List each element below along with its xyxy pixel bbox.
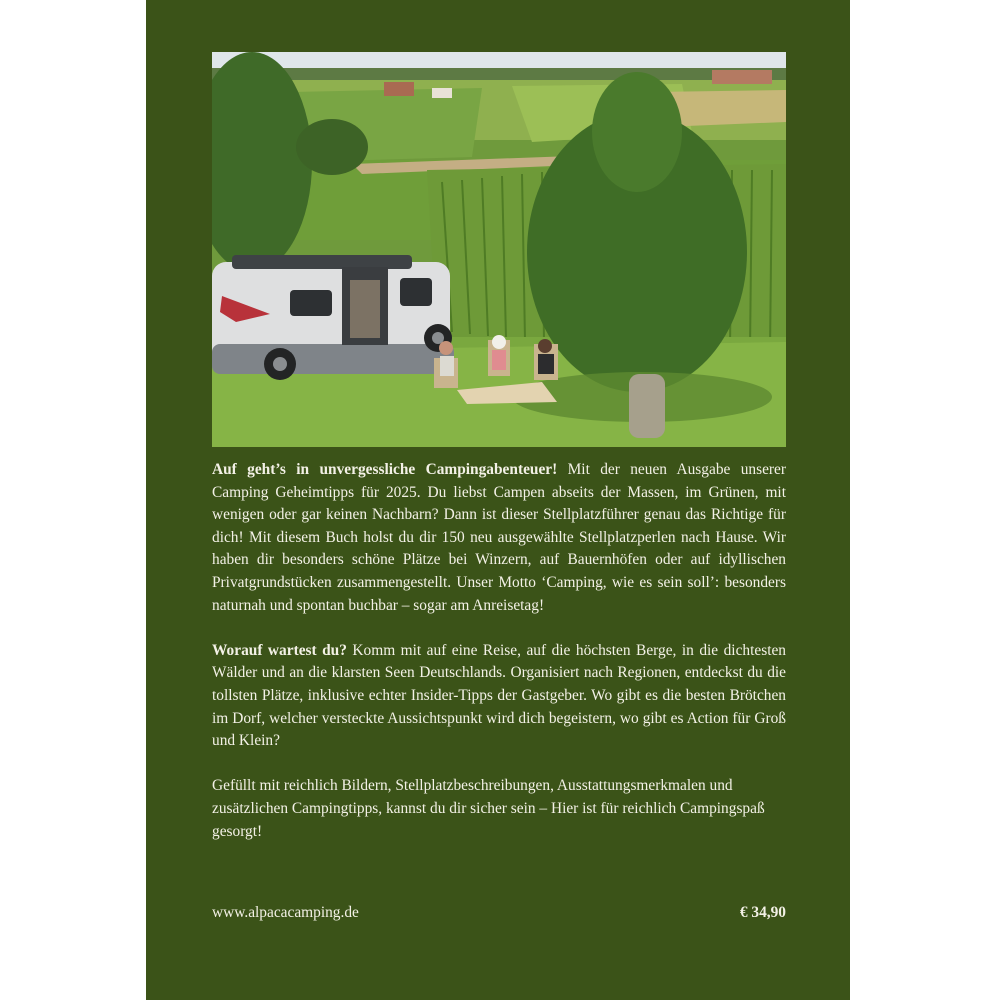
camper-van-photo [212, 52, 786, 447]
blurb-text [212, 459, 786, 866]
website-link[interactable]: www.alpacacamping.de [212, 904, 359, 921]
book-back-cover [146, 0, 850, 1000]
blurb-paragraph-2 [212, 640, 786, 753]
paragraph-3-body: Gefüllt mit reichlich Bildern, Stellplatzbeschreibungen, Ausstattungsmerkmalen und zusätzlichen Campingtipps, kannst du dir sicher sein – Hier ist für reichlich Campingspaß gesorgt! [212, 777, 765, 840]
paragraph-2-lead: Worauf wartest du? [212, 641, 347, 659]
price-label: € 34,90 [739, 904, 786, 921]
blurb-paragraph-1 [212, 459, 786, 617]
cover-footer [212, 902, 786, 924]
paragraph-1-body: Mit der neuen Ausgabe unserer Camping Geheimtipps für 2025. Du liebst Campen abseits der Massen, im Grünen, mit wenigen oder gar keinen Nachbarn? Dann ist dieser Stellplatzführer genau das Richtige für dich! Mit diesem Buch holst du dir 150 neu ausgewählte Stellplatzperlen nach Hause. Wir haben dir besonders schöne Plätze bei Winzern, auf Bauernhöfen oder auf idyllischen Privatgrundstücken zusammengestellt. Unser Motto ‘Camping, wie es sein soll’: besonders naturnah und spontan buchbar – sogar am Anreisetag! [212, 461, 786, 614]
paragraph-1-lead: Auf geht’s in unvergessliche Campingabenteuer! [212, 461, 558, 478]
blurb-paragraph-3 [212, 775, 786, 843]
paragraph-2-body: Komm mit auf eine Reise, auf die höchsten Berge, in die dichtesten Wälder und an die klarsten Seen Deutschlands. Organisiert nach Regionen, entdeckst du die tollsten Plätze, inklusive echter Insider-Tipps der Gastgeber. Wo gibt es die besten Brötchen im Dorf, welcher versteckte Aussichtspunkt wird dich begeistern, wo gibt es Action für Groß und Klein? [212, 641, 786, 750]
